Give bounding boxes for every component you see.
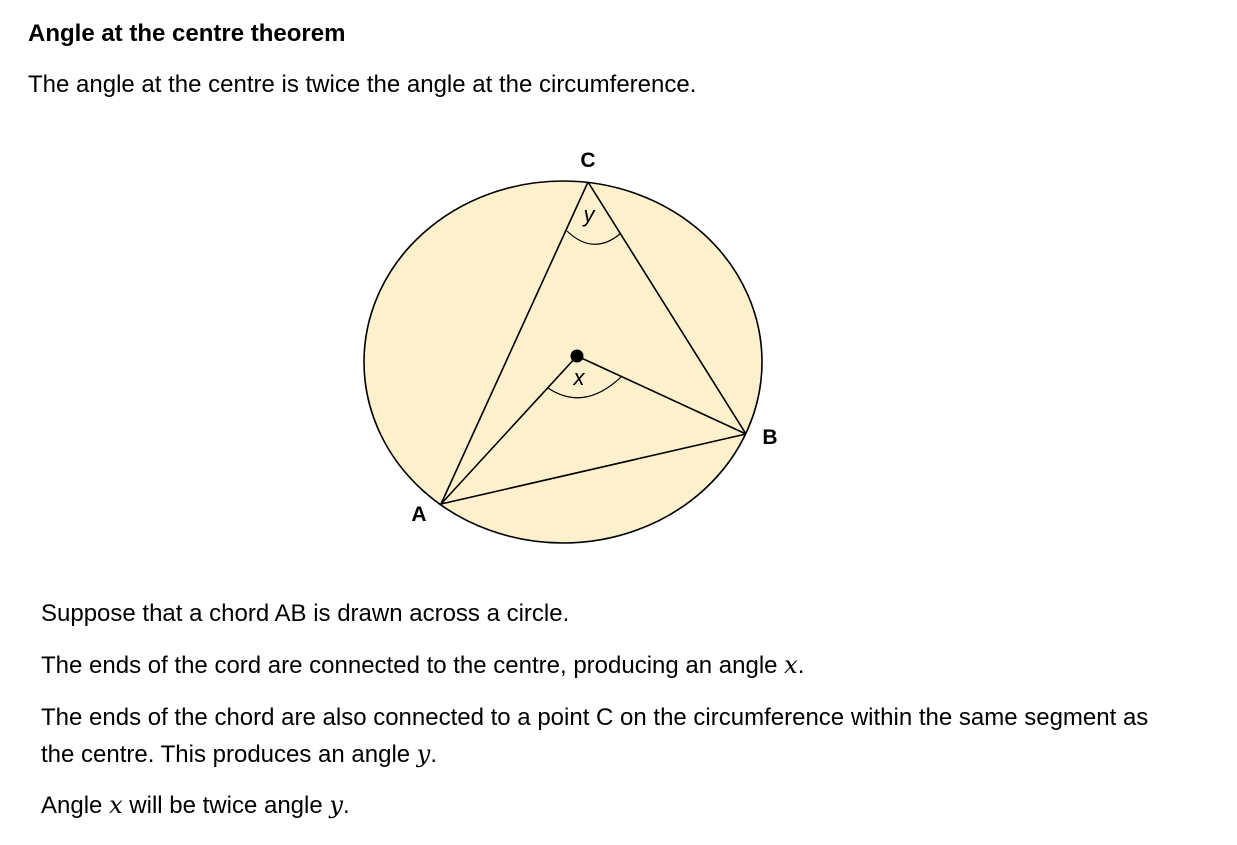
paragraph-conclusion-mid: will be twice angle [122, 792, 330, 819]
page-title: Angle at the centre theorem [28, 20, 346, 47]
variable-y: y [329, 791, 343, 819]
point-label-c: C [580, 149, 596, 172]
paragraph-circumference-angle [41, 700, 1181, 773]
paragraph-centre-angle-end: . [797, 652, 805, 679]
variable-x: x [109, 791, 123, 819]
paragraph-centre-angle-text: The ends of the cord are connected to the centre, producing an angle [41, 652, 785, 679]
angle-label-y: y [583, 202, 595, 227]
centre-point [571, 350, 584, 363]
point-label-b: B [762, 426, 778, 449]
paragraph-conclusion [41, 787, 350, 824]
angle-label-x: x [573, 365, 585, 390]
paragraph-centre-angle [41, 647, 804, 684]
paragraph-chord-text: Suppose that a chord AB is drawn across a circle. [41, 600, 570, 627]
paragraph-circumference-angle-end: . [430, 741, 438, 768]
point-label-a: A [411, 503, 427, 526]
theorem-statement: The angle at the centre is twice the angle at the circumference. [28, 71, 697, 98]
paragraph-conclusion-start: Angle [41, 792, 110, 819]
variable-x: x [784, 651, 798, 679]
paragraph-circumference-angle-text: The ends of the chord are also connected to a point C on the circumference within the same segment as the centre. This produces an angle [41, 704, 1149, 768]
paragraph-conclusion-end: . [342, 792, 350, 819]
paragraph-chord [41, 596, 569, 632]
variable-y: y [416, 740, 431, 768]
